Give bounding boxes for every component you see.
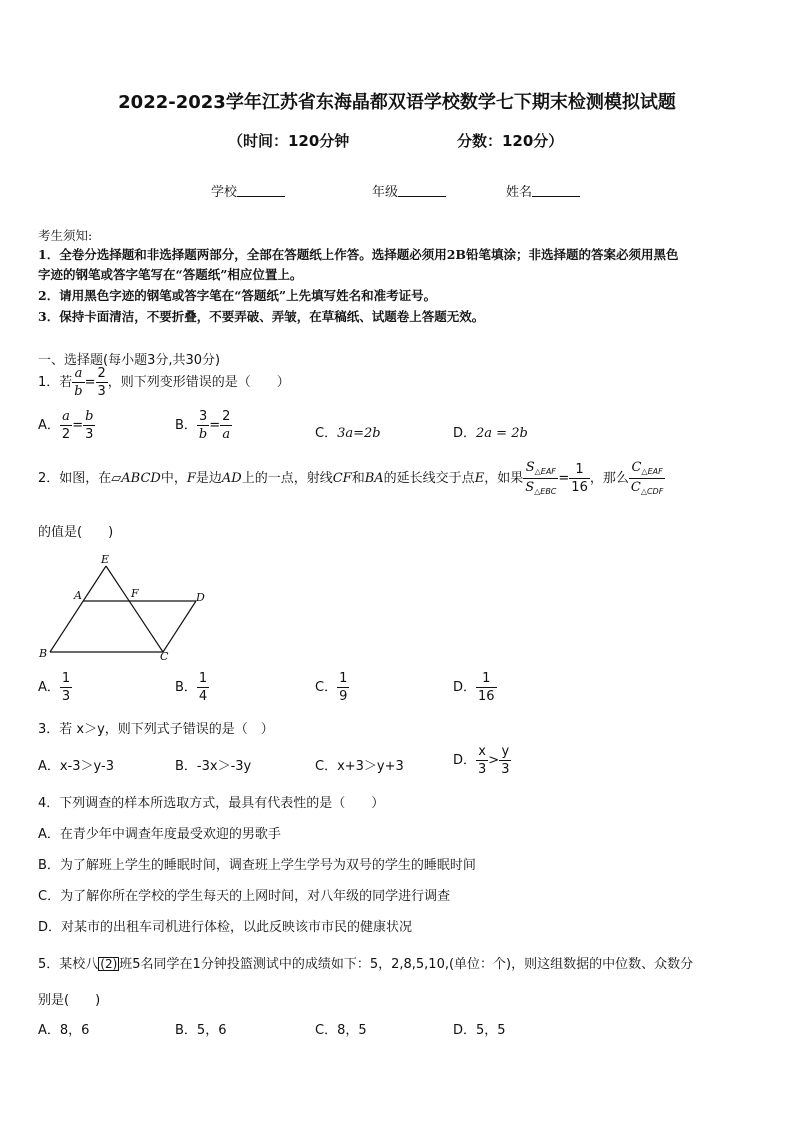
name-label: 姓名 (506, 185, 533, 200)
q4-option-c[interactable]: C．为了解你所在学校的学生每天的上网时间，对八年级的同学进行调查 (38, 889, 451, 904)
name-blank[interactable] (532, 184, 580, 197)
q1-option-a[interactable]: A． $\frac{a}{2}$ = $\frac{b}{3}$ (38, 409, 94, 442)
question-2-stem: 2．如图，在▱ABCD中，F是边AD上的一点，射线CF和BA的延长线交于点E，如果 $\frac{S_{\triangle EAF}}{S_{\triangle EBC}}$ = $\frac{1}{16}$ ，那么 $\frac{C_{\triangle EAF}}{C_{\triangle CDF}}$ (38, 460, 664, 496)
q2-perimeter-ratio: $\frac{C_{\triangle EAF}}{C_{\triangle CDF}}$ (630, 460, 664, 496)
q1-option-b[interactable]: B． $\frac{3}{b}$ = $\frac{2}{a}$ (175, 409, 231, 442)
q5-option-b[interactable]: B．5，6 (175, 1023, 227, 1038)
q5-option-c[interactable]: C．8，5 (315, 1023, 367, 1038)
school-blank[interactable] (237, 184, 285, 197)
note-3: 3．保持卡面清洁，不要折叠，不要弄破、弄皱，在草稿纸、试题卷上答题无效。 (38, 309, 485, 324)
q1-number: 1．若 (38, 375, 73, 390)
label-D: D (196, 591, 205, 604)
q2-stem-end: 的值是( ) (38, 525, 114, 540)
note-1b: 字迹的钢笔或答字笔写在“答题纸”相应位置上。 (38, 267, 303, 282)
line-EC (106, 566, 163, 652)
q1-frac-ab: $\frac{a}{b}$ (74, 366, 83, 399)
q4-option-b[interactable]: B．为了解班上学生的睡眠时间，调查班上学生学号为双号的学生的睡眠时间 (38, 858, 476, 873)
name-field (506, 181, 580, 200)
grade-blank[interactable] (398, 184, 446, 197)
question-5-stem: 5．某校八 (2) 班5名同学在1分钟投篮测试中的成绩如下：5，2,8,5,10,(单位：个)，则这组数据的中位数、众数分 (38, 957, 694, 972)
grade-label: 年级 (372, 185, 399, 200)
exam-time: （时间：120分钟 (228, 132, 350, 150)
label-E: E (101, 553, 110, 566)
q1-option-d[interactable]: D．2a = 2b (453, 426, 528, 441)
grade-field (372, 181, 446, 200)
label-F: F (131, 587, 139, 600)
q5-option-d[interactable]: D．5，5 (453, 1023, 506, 1038)
q3-option-b[interactable]: B．-3x＞-3y (175, 759, 252, 774)
q3-option-d[interactable]: D． $\frac{x}{3}$ > $\frac{y}{3}$ (453, 744, 510, 777)
notes-heading: 考生须知: (38, 228, 93, 243)
label-B: B (39, 647, 48, 660)
page-title: 2022-2023学年江苏省东海晶都双语学校数学七下期末检测模拟试题 (118, 92, 676, 113)
question-4-stem: 4．下列调查的样本所选取方式，最具有代表性的是（ ） (38, 796, 385, 811)
q1-frac-23: $\frac{2}{3}$ (97, 366, 106, 399)
label-A: A (74, 589, 82, 602)
q4-option-a[interactable]: A．在青少年中调查年度最受欢迎的男歌手 (38, 827, 281, 842)
q2-option-c[interactable]: C． $\frac{1}{9}$ (315, 671, 348, 704)
section-heading: 一、选择题(每小题3分,共30分) (38, 353, 221, 368)
exam-score: 分数：120分） (457, 132, 564, 150)
note-1a: 1．全卷分选择题和非选择题两部分，全部在答题纸上作答。选择题必须用2B铅笔填涂；非选择题的答案必须用黑色 (38, 247, 679, 262)
q2-option-d[interactable]: D． $\frac{1}{16}$ (453, 671, 495, 704)
q2-option-a[interactable]: A． $\frac{1}{3}$ (38, 671, 71, 704)
question-3-stem: 3．若 x＞y，则下列式子错误的是（ ） (38, 722, 274, 737)
q5-option-a[interactable]: A．8，6 (38, 1023, 90, 1038)
q1-option-c[interactable]: C．3a=2b (315, 426, 381, 441)
q3-option-c[interactable]: C．x+3＞y+3 (315, 759, 404, 774)
q1-stem-text: ，则下列变形错误的是（ ） (107, 375, 290, 390)
q4-option-d[interactable]: D．对某市的出租车司机进行体检，以此反映该市市民的健康状况 (38, 920, 413, 935)
q2-area-ratio: $\frac{S_{\triangle EAF}}{S_{\triangle EBC}}$ (525, 460, 557, 496)
class-box: (2) (100, 957, 118, 971)
q5-stem-end: 别是( ) (38, 993, 101, 1008)
q2-parallelogram-figure (36, 550, 216, 665)
q2-option-b[interactable]: B． $\frac{1}{4}$ (175, 671, 208, 704)
note-2: 2．请用黑色字迹的钢笔或答字笔在“答题纸”上先填写姓名和准考证号。 (38, 288, 437, 303)
school-label: 学校 (211, 185, 238, 200)
line-BE (50, 566, 106, 652)
line-DC (163, 601, 196, 652)
q3-option-a[interactable]: A．x-3＞y-3 (38, 759, 114, 774)
school-field (211, 181, 285, 200)
question-1-stem: 1．若 $\frac{a}{b}$ = $\frac{2}{3}$ ，则下列变形错误的是（ ） (38, 366, 290, 399)
label-C: C (160, 650, 169, 663)
